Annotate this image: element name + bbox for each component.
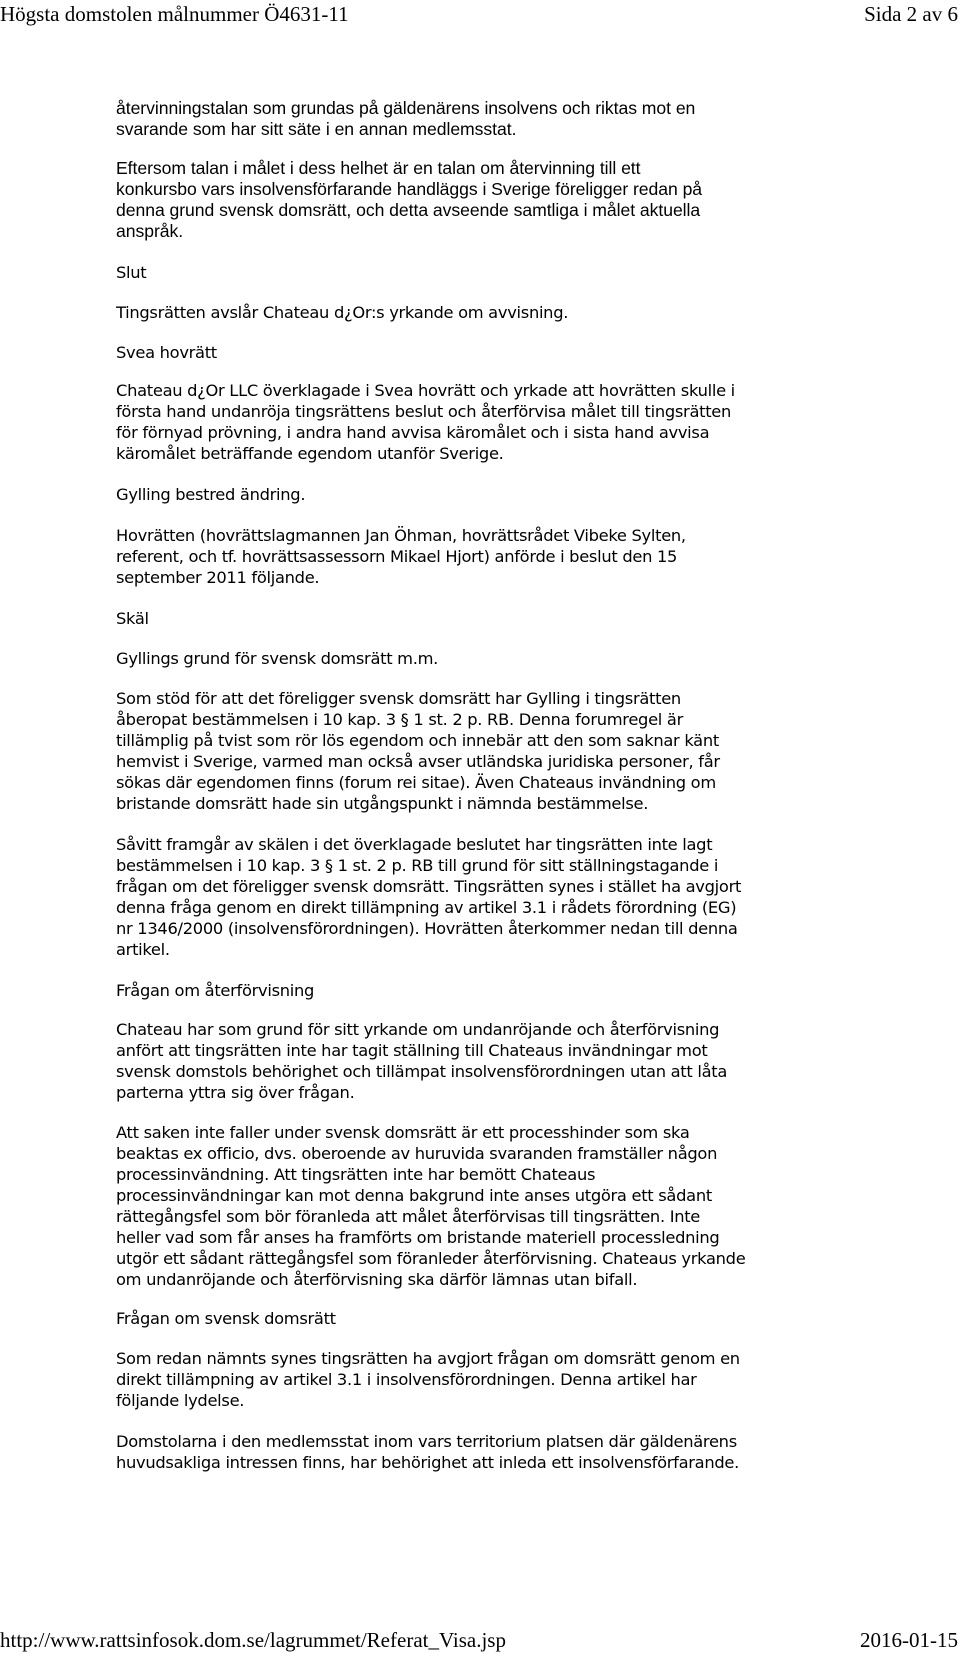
- text-line: referent, och tf. hovrättsassessorn Mikael Hjort) anförde i beslut den 15: [116, 547, 678, 566]
- paragraph-hovratten: [116, 525, 686, 588]
- text-line: följande lydelse.: [116, 1391, 245, 1410]
- text-line: sökas där egendomen finns (forum rei sitae). Även Chateaus invändning om: [116, 773, 716, 792]
- text-line: frågan om det föreligger svensk domsrätt. Tingsrätten synes i stället ha avgjort: [116, 877, 742, 896]
- text-line: Som stöd för att det föreligger svensk domsrätt har Gylling i tingsrätten: [116, 689, 681, 708]
- heading-skal: Skäl: [116, 609, 149, 628]
- text-line: september 2011 följande.: [116, 568, 320, 587]
- paragraph-slut: Tingsrätten avslår Chateau d¿Or:s yrkande om avvisning.: [116, 303, 569, 322]
- text-line: processinvändning. Att tingsrätten inte har bemött Chateaus: [116, 1165, 596, 1184]
- text-line: artikel.: [116, 940, 170, 959]
- text-line: huvudsakliga intressen finns, har behörighet att inleda ett insolvensförfarande.: [116, 1453, 739, 1472]
- text-line: för förnyad prövning, i andra hand avvisa käromålet och i sista hand avvisa: [116, 423, 710, 442]
- text-line: om undanröjande och återförvisning ska därför lämnas utan bifall.: [116, 1270, 638, 1289]
- text-line: beaktas ex officio, dvs. oberoende av huruvida svaranden framställer någon: [116, 1144, 718, 1163]
- text-line: Chateau d¿Or LLC överklagade i Svea hovrätt och yrkade att hovrätten skulle i: [116, 381, 735, 400]
- text-line: denna grund svensk domsrätt, och detta avseende samtliga i målet aktuella: [116, 200, 701, 220]
- text-line: tillämplig på tvist som rör lös egendom och innebär att den som saknar känt: [116, 731, 719, 750]
- text-line: Domstolarna i den medlemsstat inom vars territorium platsen där gäldenärens: [116, 1432, 737, 1451]
- text-line: svensk domstols behörighet och tillämpat insolvensförordningen utan att låta: [116, 1062, 728, 1081]
- paragraph-artikel-citat: [116, 1431, 739, 1473]
- paragraph-bestred: Gylling bestred ändring.: [116, 485, 306, 504]
- paragraph-savitt: [116, 834, 741, 960]
- text-line: Såvitt framgår av skälen i det överklagade beslutet har tingsrätten inte lagt: [116, 835, 713, 854]
- paragraph-overklagande: [116, 380, 735, 464]
- footer-url: http://www.rattsinfosok.dom.se/lagrummet/Referat_Visa.jsp: [0, 1628, 506, 1652]
- text-line: Som redan nämnts synes tingsrätten ha avgjort frågan om domsrätt genom en: [116, 1349, 740, 1368]
- text-line: rättegångsfel som bör föranleda att målet återförvisas till tingsrätten. Inte: [116, 1207, 701, 1226]
- text-line: Chateau har som grund för sitt yrkande om undanröjande och återförvisning: [116, 1020, 720, 1039]
- paragraph-artikel: [116, 1348, 740, 1411]
- text-line: bestämmelsen i 10 kap. 3 § 1 st. 2 p. RB till grund för sitt ställningstagande i: [116, 856, 719, 875]
- text-line: svarande som har sitt säte i en annan medlemsstat.: [116, 119, 517, 139]
- heading-gyllings-grund: Gyllings grund för svensk domsrätt m.m.: [116, 649, 439, 668]
- paragraph-yrkande: [116, 1019, 727, 1103]
- text-line: utgör ett sådant rättegångsfel som föranleder återförvisning. Chateaus yrkande: [116, 1249, 746, 1268]
- text-line: Eftersom talan i målet i dess helhet är en talan om återvinning till ett: [116, 158, 641, 178]
- paragraph-forum: [116, 688, 720, 814]
- heading-svea-hovratt: Svea hovrätt: [116, 343, 217, 362]
- text-line: första hand undanröja tingsrättens beslut och återförvisa målet till tingsrätten: [116, 402, 732, 421]
- paragraph-recap: [116, 158, 702, 242]
- text-line: konkursbo vars insolvensförfarande handläggs i Sverige föreligger redan på: [116, 179, 703, 199]
- text-line: denna fråga genom en direkt tillämpning av artikel 3.1 i rådets förordning (EG): [116, 898, 737, 917]
- text-line: hemvist i Sverige, varmed man också avser utländska juridiska personer, får: [116, 752, 720, 771]
- text-line: bristande domsrätt hade sin utgångspunkt i nämnda bestämmelse.: [116, 794, 649, 813]
- footer-date: 2016-01-15: [860, 1628, 958, 1652]
- text-line: direkt tillämpning av artikel 3.1 i insolvensförordningen. Denna artikel har: [116, 1370, 697, 1389]
- text-line: anspråk.: [116, 221, 184, 241]
- heading-aterforvisning: Frågan om återförvisning: [116, 981, 315, 1000]
- header-title: Högsta domstolen målnummer Ö4631-11: [0, 2, 349, 26]
- text-line: nr 1346/2000 (insolvensförordningen). Hovrätten återkommer nedan till denna: [116, 919, 738, 938]
- text-line: parterna yttra sig över frågan.: [116, 1083, 355, 1102]
- paragraph-processhinder: [116, 1122, 745, 1290]
- text-line: heller vad som får anses ha framförts om bristande materiell processledning: [116, 1228, 720, 1247]
- paragraph-continuation: [116, 98, 695, 140]
- heading-svensk-domsratt: Frågan om svensk domsrätt: [116, 1309, 336, 1328]
- page-number: Sida 2 av 6: [864, 2, 958, 26]
- text-line: återvinningstalan som grundas på gäldenärens insolvens och riktas mot en: [116, 98, 696, 118]
- text-line: käromålet beträffande egendom utanför Sverige.: [116, 444, 504, 463]
- text-line: Att saken inte faller under svensk domsrätt är ett processhinder som ska: [116, 1123, 690, 1142]
- text-line: processinvändningar kan mot denna bakgrund inte anses utgöra ett sådant: [116, 1186, 712, 1205]
- text-line: anfört att tingsrätten inte har tagit ställning till Chateaus invändningar mot: [116, 1041, 708, 1060]
- heading-slut: Slut: [116, 263, 147, 282]
- text-line: Hovrätten (hovrättslagmannen Jan Öhman, hovrättsrådet Vibeke Sylten,: [116, 526, 686, 545]
- text-line: åberopat bestämmelsen i 10 kap. 3 § 1 st. 2 p. RB. Denna forumregel är: [116, 710, 683, 729]
